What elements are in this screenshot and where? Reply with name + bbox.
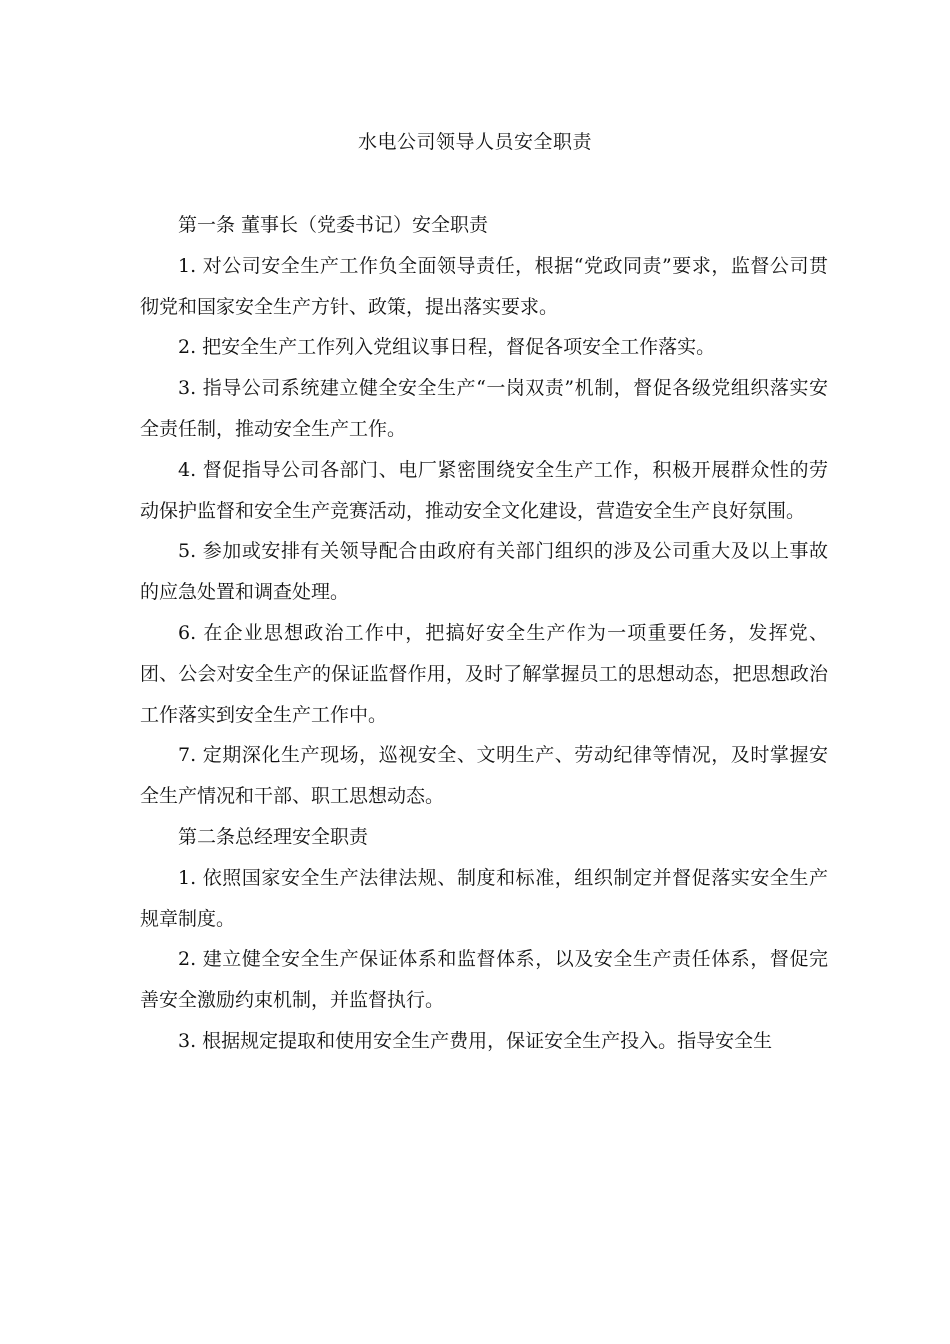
article-heading-1: 第一条 董事长（党委书记）安全职责	[178, 214, 489, 236]
paragraph-1-5: 5. 参加或安排有关领导配合由政府有关部门组织的涉及公司重大及以上事故的应急处置和调查处理。	[140, 540, 828, 604]
paragraph-1-1: 1. 对公司安全生产工作负全面领导责任，根据“党政同责”要求，监督公司贯彻党和国家安全生产方针、政策，提出落实要求。	[140, 254, 828, 318]
document-body	[140, 205, 828, 1062]
paragraph-1-3: 3. 指导公司系统建立健全安全生产“一岗双责”机制，督促各级党组织落实安全责任制，推动安全生产工作。	[140, 377, 828, 440]
article-heading-2: 第二条总经理安全职责	[178, 825, 369, 848]
paragraph-2-2: 2. 建立健全安全生产保证体系和监督体系，以及安全生产责任体系，督促完善安全激励约束机制，并监督执行。	[140, 948, 828, 1012]
paragraph-1-2: 2. 把安全生产工作列入党组议事日程，督促各项安全工作落实。	[178, 336, 716, 359]
paragraph-2-3: 3. 根据规定提取和使用安全生产费用，保证安全生产投入。指导安全生	[178, 1029, 773, 1052]
paragraph-1-7: 7. 定期深化生产现场，巡视安全、文明生产、劳动纪律等情况，及时掌握安全生产情况和干部、职工思想动态。	[140, 744, 828, 808]
document-title: 水电公司领导人员安全职责	[357, 131, 592, 153]
paragraph-2-1: 1. 依照国家安全生产法律法规、制度和标准，组织制定并督促落实安全生产规章制度。	[140, 866, 828, 930]
paragraph-1-4: 4. 督促指导公司各部门、电厂紧密围绕安全生产工作，积极开展群众性的劳动保护监督和安全生产竞赛活动，推动安全文化建设，营造安全生产良好氛围。	[140, 458, 828, 522]
paragraph-1-6: 6. 在企业思想政治工作中，把搞好安全生产作为一项重要任务，发挥党、团、公会对安全生产的保证监督作用，及时了解掌握员工的思想动态，把思想政治工作落实到安全生产工作中。	[140, 621, 828, 726]
